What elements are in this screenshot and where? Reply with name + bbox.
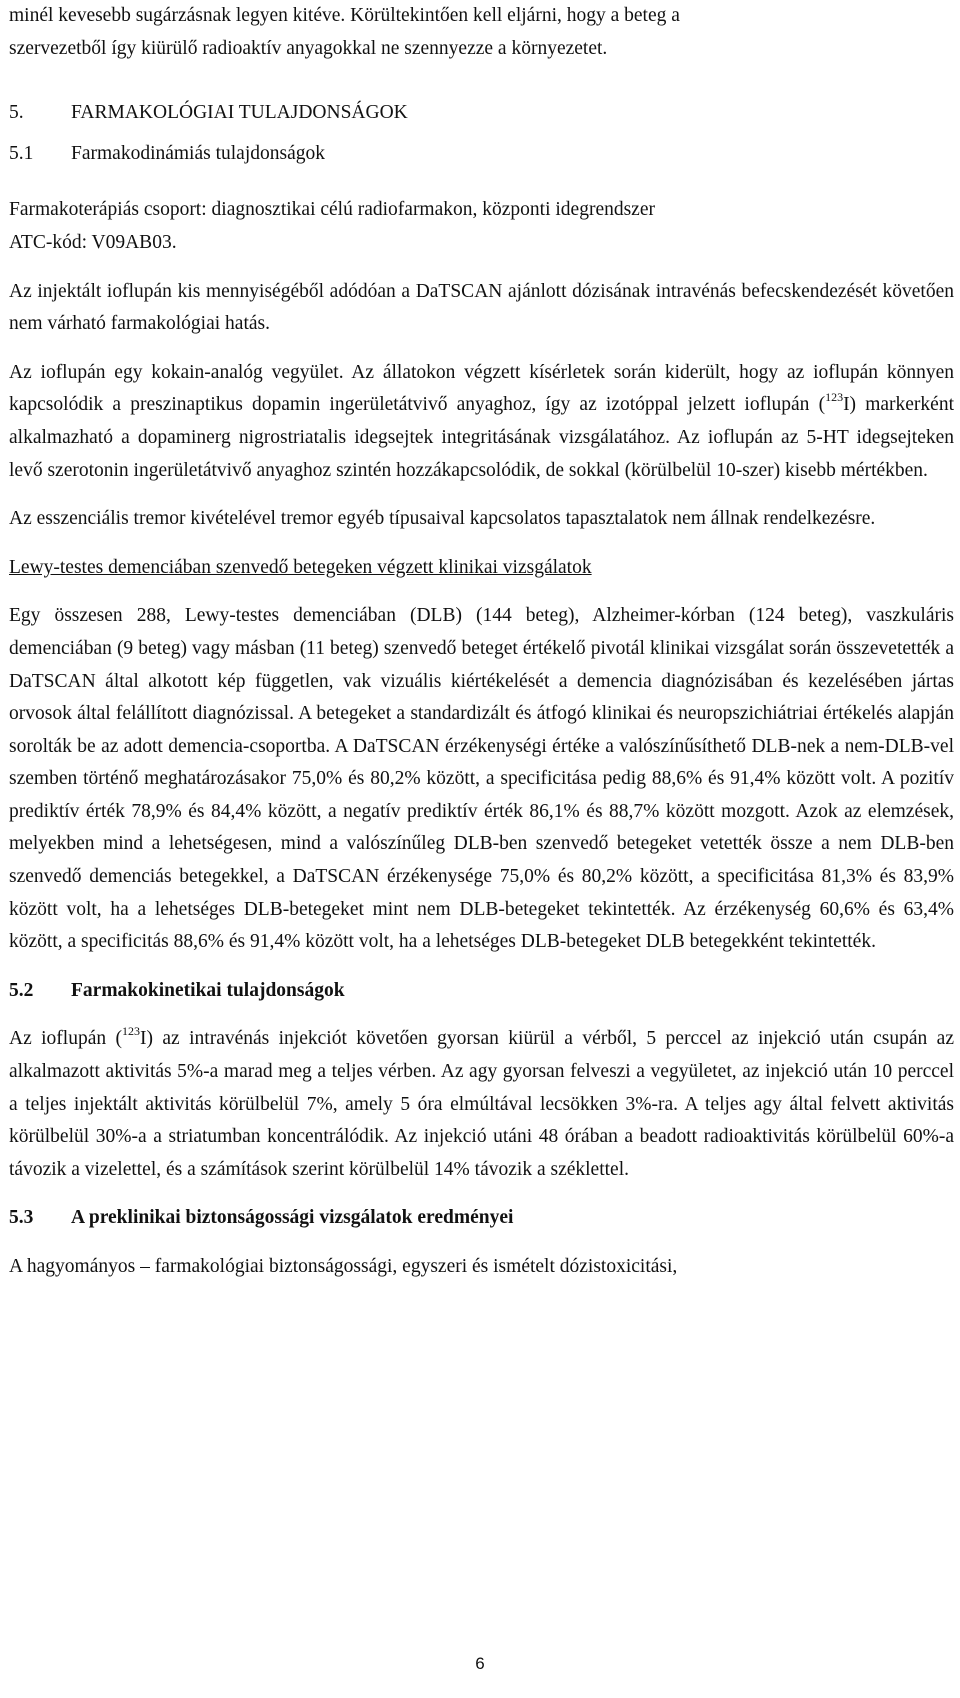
paragraph-clinical-study: Egy összesen 288, Lewy-testes demenciában (DLB) (144 beteg), Alzheimer-kórban (124 beteg), vaszkuláris demenciában (9 beteg) vagy másban (11 beteg) szenvedő beteget értékelő pivotál klinikai vizsgálat során összevetették a DaTSCAN által alkotott kép független, vak vizuális kiértékelését a demencia diagnózisában és kezelésében jártas orvosok által felállított diagnózissal. A betegeket a standardizált és átfogó klinikai és neuropszichiátriai értékelés alapján sorolták be az adott demencia-csoportba. A DaTSCAN érzékenységi értéke a valószínűsíthető DLB-nek a nem-DLB-vel szemben történő meghatározásakor 75,0% és 80,2% között, a specificitása pedig 88,6% és 91,4% között volt. A pozitív prediktív érték 78,9% és 84,4% között, a negatív prediktív érték 86,1% és 88,7% között mozgott. Azok az elemzések, melyekben mind a lehetségesen, mind a valószínűleg DLB-ben szenvedő betegeket vetették össze a nem DLB-ben szenvedő demenciás betegekkel, a DaTSCAN érzékenysége 75,0% és 80,2% között, a specificitása 81,3% és 83,9% között volt, ha a lehetséges DLB-betegeket mint nem DLB-betegeket tekintették. Az érzékenység 60,6% és 63,4% között, a specificitás 88,6% és 91,4% között volt, ha a lehetséges DLB-betegeket DLB betegekként tekintették. xyxy=(9,605,954,953)
intro-line-2: szervezetből így kiürülő radioaktív anyagokkal ne szennyezze a környezetet. xyxy=(9,37,608,59)
section-5-2-number: 5.2 xyxy=(9,979,34,1001)
atc-code: ATC-kód: V09AB03. xyxy=(9,231,177,253)
paragraph-pharmacokinetics xyxy=(9,1023,954,1186)
paragraph-cocaine-analog-text-b: I) markerként alkalmazható a dopaminerg nigrostriatalis idegsejtek integritásának vizsgálatához. Az ioflupán az 5-HT idegsejteken levő szerotonin ingerületátvivő anyaghoz szintén hozzákapcsolódik, de sokkal (körülbelül 10-szer) kisebb mértékben. xyxy=(9,394,954,481)
paragraph-essential-tremor: Az esszenciális tremor kivételével tremor egyéb típusaival kapcsolatos tapasztalatok nem állnak rendelkezésre. xyxy=(9,508,876,530)
intro-line-1: minél kevesebb sugárzásnak legyen kitéve. Körültekintően kell eljárni, hogy a beteg a xyxy=(9,5,680,26)
paragraph-preclinical: A hagyományos – farmakológiai biztonságossági, egyszeri és ismételt dózistoxicitási, xyxy=(9,1256,678,1277)
section-5-3-heading xyxy=(9,1202,954,1235)
clinical-trials-subheading xyxy=(9,552,954,585)
document-page xyxy=(9,0,954,1284)
section-5-number: 5. xyxy=(9,102,24,124)
section-5-2-heading xyxy=(9,975,954,1008)
section-5-3-number: 5.3 xyxy=(9,1207,34,1229)
section-5-1-title: Farmakodinámiás tulajdonságok xyxy=(71,142,325,164)
clinical-trials-subheading-text: Lewy-testes demenciában szenvedő betegeken végzett klinikai vizsgálatok xyxy=(9,556,592,578)
paragraph-pharmacological-effect: Az injektált ioflupán kis mennyiségéből adódóan a DaTSCAN ajánlott dózisának intravénás befecskendezését követően nem várható farmakológiai hatás. xyxy=(9,280,954,335)
section-5-2-title: Farmakokinetikai tulajdonságok xyxy=(71,979,345,1001)
section-5-title: FARMAKOLÓGIAI TULAJDONSÁGOK xyxy=(71,102,408,124)
section-5-1-heading xyxy=(9,138,954,171)
section-5-heading xyxy=(9,97,954,130)
isotope-mass-number-2: 123 xyxy=(122,1024,141,1039)
paragraph-cocaine-analog xyxy=(9,357,954,487)
isotope-mass-number: 123 xyxy=(825,390,844,405)
paragraph-pharmacokinetics-text-b: I) az intravénás injekciót követően gyorsan kiürül a vérből, 5 perccel az injekció után csupán az alkalmazott aktivitás 5%-a marad meg a teljes vérben. Az agy gyorsan felveszi a vegyületet, az injekció után 10 perccel a teljes injektált aktivitás körülbelül 7%, amely 5 óra elmúltával lecsökken 3%-ra. A teljes agy által felvett aktivitás körülbelül 30%-a a striatumban koncentrálódik. Az injekció utáni 48 órában a beadott radioaktivitás körülbelül 60%-a távozik a vizelettel, és a számítások szerint körülbelül 14% távozik a széklettel. xyxy=(9,1028,954,1180)
pharmacotherapeutic-group: Farmakoterápiás csoport: diagnosztikai célú radiofarmakon, központi idegrendszer xyxy=(9,199,655,221)
section-5-1-number: 5.1 xyxy=(9,142,34,164)
paragraph-cocaine-analog-text-a: Az ioflupán egy kokain-analóg vegyület. Az állatokon végzett kísérletek során kiderült, hogy az ioflupán könnyen kapcsolódik a preszinaptikus dopamin ingerületátvivő anyaghoz, így az izotóppal jelzett ioflupán ( xyxy=(9,361,954,416)
section-5-3-title: A preklinikai biztonságossági vizsgálatok eredményei xyxy=(71,1207,514,1229)
paragraph-pharmacokinetics-text-a: Az ioflupán ( xyxy=(9,1028,123,1050)
page-number: 6 xyxy=(475,1654,485,1673)
